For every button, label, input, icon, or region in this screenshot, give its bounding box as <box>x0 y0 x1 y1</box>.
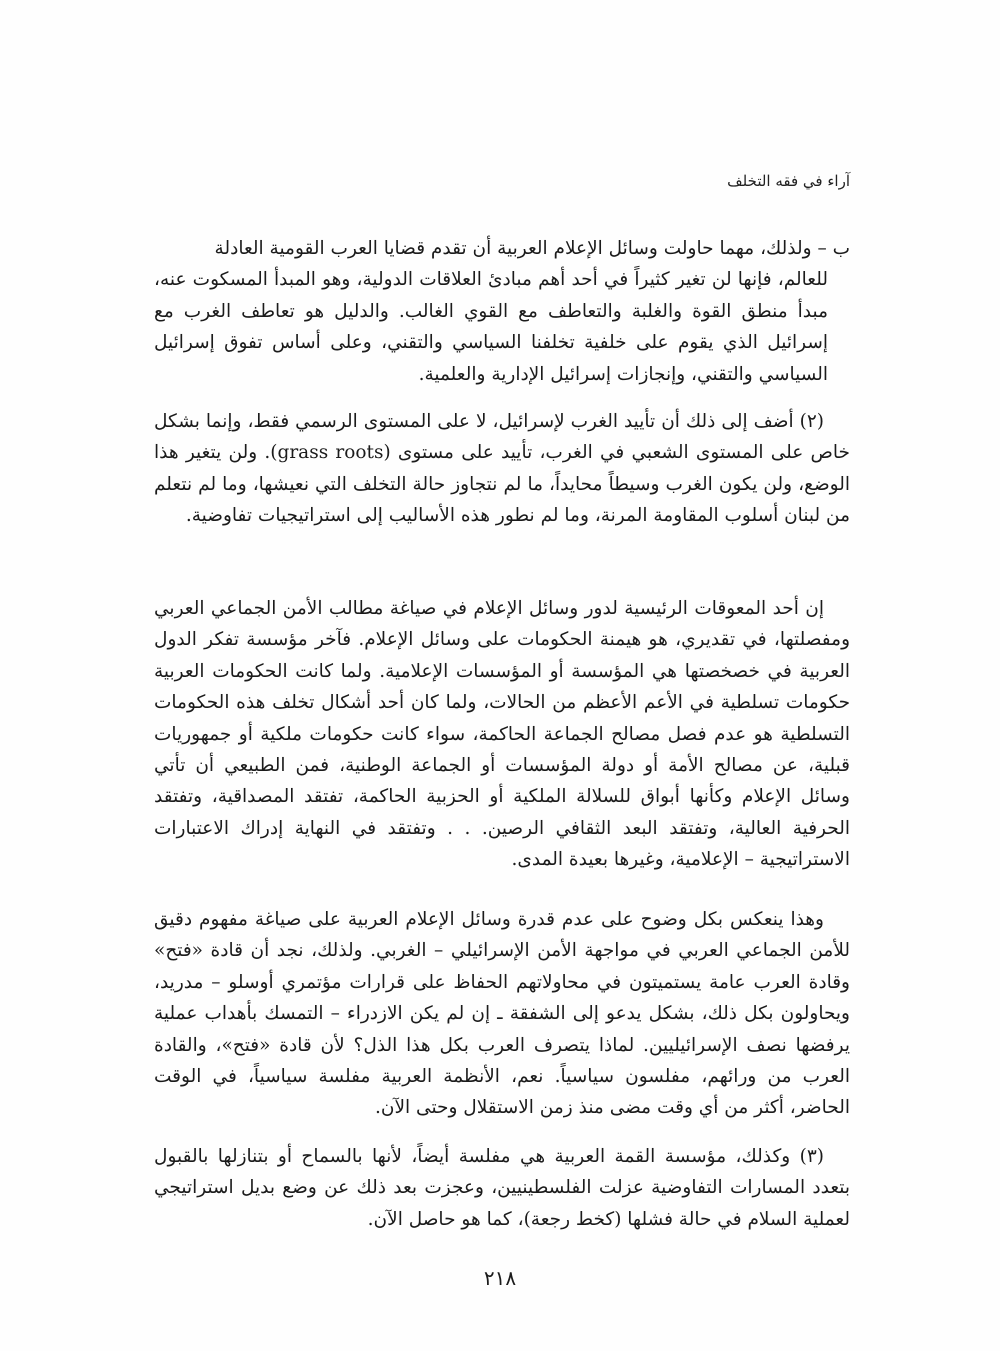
paragraph-3-text: إن أحد المعوقات الرئيسية لدور وسائل الإعلام في صياغة مطالب الأمن الجماعي العربي ومفصلتها، في تقديري، هو هيمنة الحكومات على وسائل الإعلام. فآخر مؤسسة تفكر الدول العربية في خصخصتها هي المؤسسة أو المؤسسات الإعلامية. ولما كانت الحكومات العربية حكومات تسلطية في الأعم الأعظم من الحالات، ولما كان أحد أشكال تخلف هذه الحكومات التسلطية هو عدم فصل مصالح الجماعة الحاكمة، سواء كانت حكومات ملكية أو جمهوريات قبلية، عن مصالح الأمة أو دولة المؤسسات أو الجماعة الوطنية، فمن الطبيعي أن تأتي وسائل الإعلام وكأنها أبواق للسلالة الملكية أو الحزبية الحاكمة، تفتقد المصداقية، وتفتقد الحرفية العالية، وتفتقد البعد الثقافي الرصين. . . وتفتقد في النهاية إدراك الاعتبارات الاستراتيجية – الإعلامية، وغيرها بعيدة المدى. <box>154 598 850 871</box>
paragraph-4 <box>154 904 850 1124</box>
paragraph-2-text: (٢) أضف إلى ذلك أن تأييد الغرب لإسرائيل، لا على المستوى الرسمي فقط، وإنما بشكل خاص على المستوى الشعبي في الغرب، تأييد على مستوى (grass roots). ولن يتغير هذا الوضع، ولن يكون الغرب وسيطاً محايداً، ما لم نتجاوز حالة التخلف التي نعيشها، وما لم نتعلم من لبنان أسلوب المقاومة المرنة، وما لم نطور هذه الأساليب إلى استراتيجيات تفاوضية. <box>154 411 850 527</box>
paragraph-4-text: وهذا ينعكس بكل وضوح على عدم قدرة وسائل الإعلام العربية على صياغة مفهوم دقيق للأمن الجماعي العربي في مواجهة الأمن الإسرائيلي – الغربي. ولذلك، نجد أن قادة «فتح» وقادة العرب عامة يستميتون في محاولاتهم الحفاظ على قرارات مؤتمري أوسلو – مدريد، ويحاولون بكل ذلك، بشكل يدعو إلى الشفقة ـ إن لم يكن الازدراء – التمسك بأهداب عملية يرفضها نصف الإسرائيليين. لماذا يتصرف العرب بكل هذا الذل؟ لأن قادة «فتح»، والقادة العرب من ورائهم، مفلسون سياسياً. نعم، الأنظمة العربية مفلسة سياسياً، في الوقت الحاضر، أكثر من أي وقت مضى منذ زمن الاستقلال وحتى الآن. <box>154 909 850 1119</box>
paragraph-2 <box>154 406 850 532</box>
paragraph-b-body: للعالم، فإنها لن تغير كثيراً في أحد أهم مبادئ العلاقات الدولية، وهو المبدأ المسكوت عنه، مبدأ منطق القوة والغلبة والتعاطف مع القوي الغالب. والدليل هو تعاطف الغرب مع إسرائيل الذي يقوم على خلفية تخلفنا السياسي والتقني، وعلى أساس تفوق إسرائيل السياسي والتقني، وإنجازات إسرائيل الإدارية والعلمية. <box>154 269 828 385</box>
running-header: آراء في فقه التخلف <box>727 172 850 190</box>
paragraph-3 <box>154 593 850 876</box>
paragraph-5-text: (٣) وكذلك، مؤسسة القمة العربية هي مفلسة أيضاً، لأنها بالسماح أو بتنازلها بالقبول بتعدد المسارات التفاوضية عزلت الفلسطينيين، وعجزت بعد ذلك عن وضع بديل استراتيجي لعملية السلام في حالة فشلها (كخط رجعة)، كما هو حاصل الآن. <box>154 1146 850 1230</box>
page-number: ٢١٨ <box>483 1266 517 1290</box>
paragraph-b <box>154 233 850 390</box>
paragraph-5 <box>154 1141 850 1235</box>
paragraph-b-first-line: ب – ولذلك، مهما حاولت وسائل الإعلام العربية أن تقدم قضايا العرب القومية العادلة <box>214 238 850 259</box>
